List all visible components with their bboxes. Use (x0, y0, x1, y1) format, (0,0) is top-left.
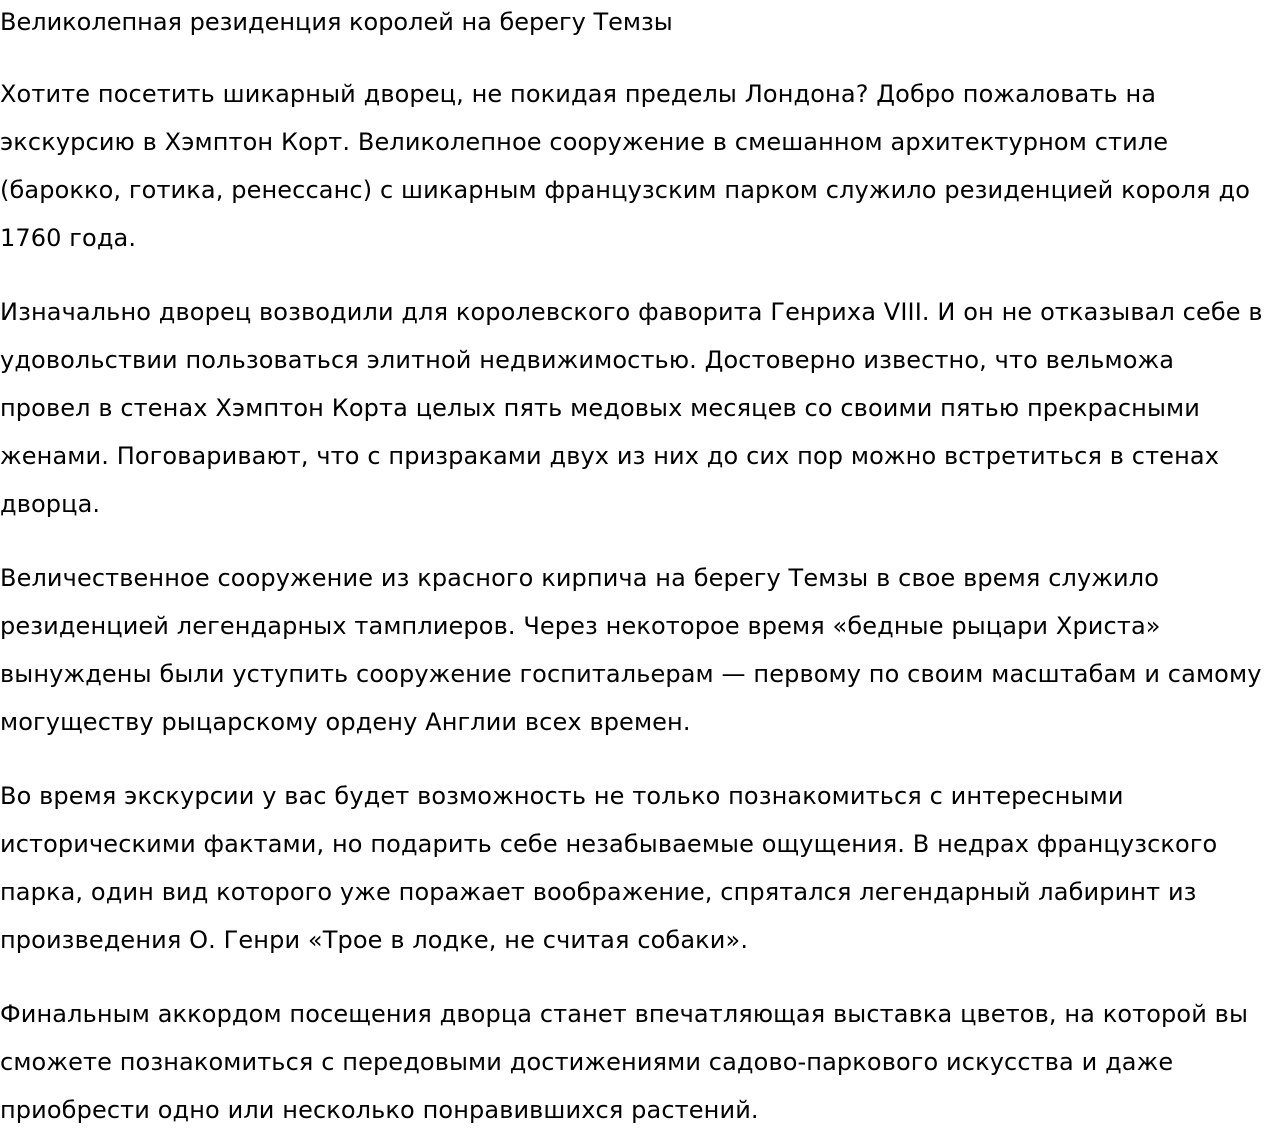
article-paragraph-3: Величественное сооружение из красного кирпича на берегу Темзы в свое время служило резиденцией легендарных тамплиеров. Через некоторое время «бедные рыцари Христа» вынуждены были уступить сооружение госпитальерам — первому по своим масштабам и самому могуществу рыцарскому ордену Англии всех времен. (0, 564, 1262, 736)
article-paragraph-1: Хотите посетить шикарный дворец, не покидая пределы Лондона? Добро пожаловать на экскурсию в Хэмптон Корт. Великолепное сооружение в смешанном архитектурном стиле (барокко, готика, ренессанс) с шикарным французским парком служило резиденцией короля до 1760 года. (0, 80, 1250, 252)
article-paragraph-4: Во время экскурсии у вас будет возможность не только познакомиться с интересными историческими фактами, но подарить себе незабываемые ощущения. В недрах французского парка, один вид которого уже поражает воображение, спрятался легендарный лабиринт из произведения О. Генри «Трое в лодке, не считая собаки». (0, 782, 1218, 954)
article-paragraph-2: Изначально дворец возводили для королевского фаворита Генриха VIII. И он не отказывал себе в удовольствии пользоваться элитной недвижимостью. Достоверно известно, что вельможа провел в стенах Хэмптон Корта целых пять медовых месяцев со своими пятью прекрасными женами. Поговаривают, что с призраками двух из них до сих пор можно встретиться в стенах дворца. (0, 298, 1263, 518)
article (0, 8, 1270, 1134)
article-paragraph-5: Финальным аккордом посещения дворца станет впечатляющая выставка цветов, на которой вы сможете познакомиться с передовыми достижениями садово-паркового искусства и даже приобрести одно или несколько понравившихся растений. (0, 1000, 1249, 1124)
article-title: Великолепная резиденция королей на берегу Темзы (0, 8, 673, 36)
